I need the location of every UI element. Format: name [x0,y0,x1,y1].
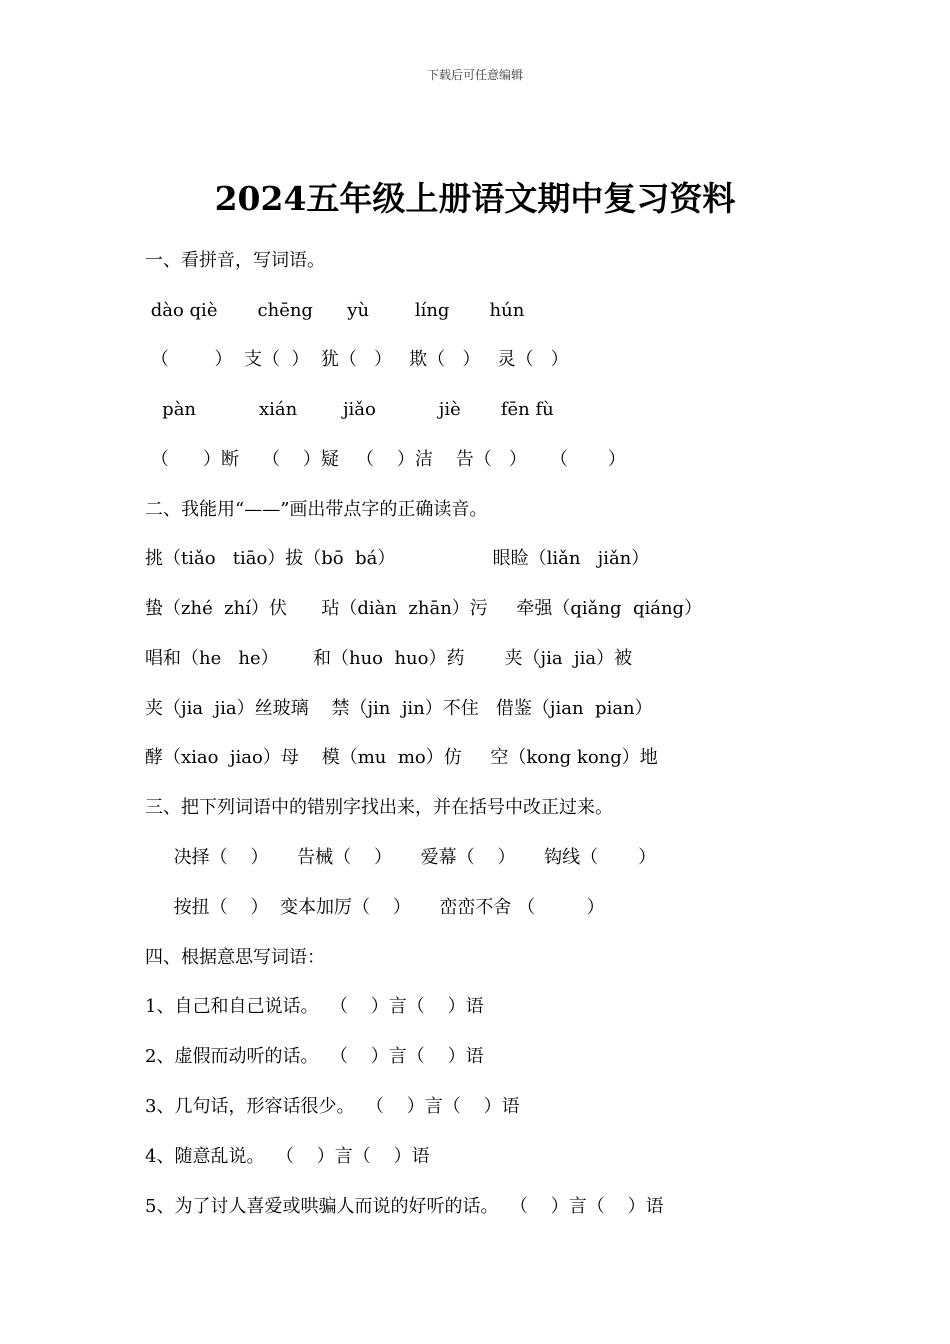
pinyin-row-1: dào qiè chēng yù líng hún [145,300,525,321]
section-2-heading: 二、我能用“——”画出带点字的正确读音。 [145,499,488,520]
correction-row-1: 决择（ ） 告械（ ） 爱幕（ ） 钩线（ ） [145,847,657,868]
document-title: 2024五年级上册语文期中复习资料 [214,179,736,218]
reading-row-4: 夹（jia jia）丝玻璃 禁（jin jin）不住 借鉴（jian pian） [145,698,653,719]
reading-row-1: 挑（tiǎo tiāo）拔（bō bá） 眼睑（liǎn jiǎn） [145,548,650,569]
section-3-heading: 三、把下列词语中的错别字找出来，并在括号中改正过来。 [145,797,613,818]
reading-row-3: 唱和（he he） 和（huo huo）药 夹（jia jia）被 [145,648,633,669]
meaning-item-2: 2、虚假而动听的话。 （ ）言（ ）语 [145,1046,484,1067]
section-4-heading: 四、根据意思写词语： [145,947,325,968]
blank-row-2: （ ）断 （ ）疑 （ ）洁 告（ ） （ ） [145,449,626,470]
reading-row-2: 蛰（zhé zhí）伏 玷（diàn zhān）污 牵强（qiǎng qiáng） [145,598,703,619]
header-note: 下载后可任意编辑 [426,68,523,82]
meaning-item-1: 1、自己和自己说话。 （ ）言（ ）语 [145,996,484,1017]
reading-row-5: 酵（xiao jiao）母 模（mu mo）仿 空（kong kong）地 [145,747,658,768]
meaning-item-5: 5、为了讨人喜爱或哄骗人而说的好听的话。 （ ）言（ ）语 [145,1196,664,1217]
correction-row-2: 按扭（ ） 变本加厉（ ） 峦峦不舍 （ ） [145,897,605,918]
pinyin-row-2: pàn xián jiǎo jiè fēn fù [145,399,554,420]
meaning-item-3: 3、几句话，形容话很少。 （ ）言（ ）语 [145,1096,520,1117]
section-1-heading: 一、看拼音，写词语。 [145,250,325,271]
blank-row-1: （ ） 支（ ） 犹（ ） 欺（ ） 灵（ ） [145,349,569,370]
meaning-item-4: 4、随意乱说。 （ ）言（ ）语 [145,1146,430,1167]
